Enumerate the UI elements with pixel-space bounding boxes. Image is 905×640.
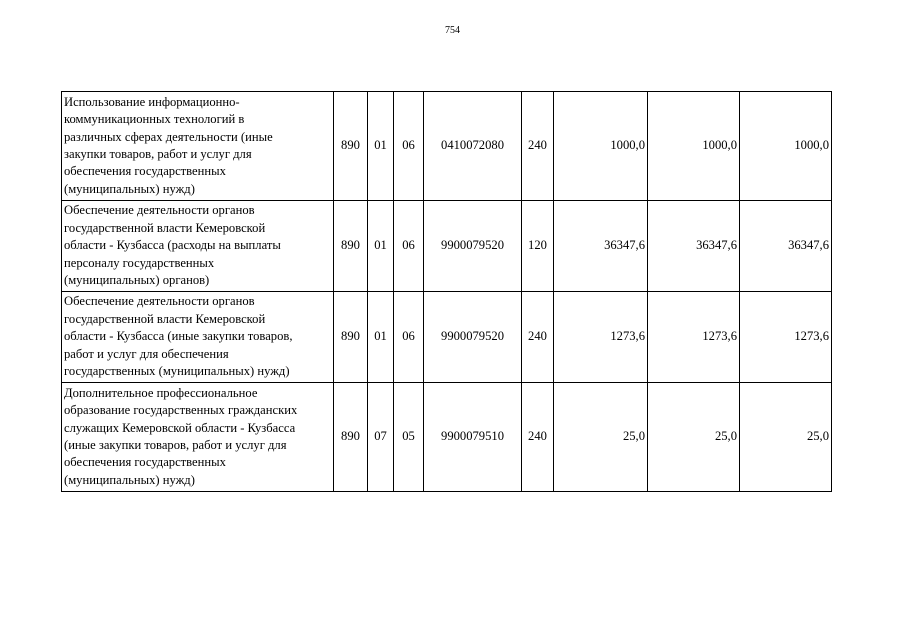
description-line: коммуникационных технологий в [64,112,245,127]
amount-year-3: 1273,6 [740,292,832,383]
section-code: 01 [368,292,394,383]
description-line: образование государственных гражданских [64,403,298,418]
amount-year-2: 25,0 [648,383,740,492]
table-row [62,383,832,492]
section-code: 07 [368,383,394,492]
description-line: Обеспечение деятельности органов [64,203,255,218]
table-row [62,292,832,383]
description-line: (муниципальных) нужд) [64,472,195,487]
target-article-code: 9900079510 [424,383,522,492]
amount-year-3: 25,0 [740,383,832,492]
budget-table [61,91,832,492]
amount-year-2: 1273,6 [648,292,740,383]
description-line: области - Кузбасса (иные закупки товаров, [64,329,293,344]
amount-year-1: 36347,6 [554,201,648,292]
description-line: (муниципальных) нужд) [64,181,195,196]
description-line: обеспечения государственных [64,164,226,179]
description-line: Обеспечение деятельности органов [64,294,255,309]
amount-year-1: 1273,6 [554,292,648,383]
subsection-code: 05 [394,383,424,492]
row-description [62,383,334,492]
expense-type-code: 240 [522,383,554,492]
ministry-code: 890 [334,92,368,201]
description-line: области - Кузбасса (расходы на выплаты [64,238,281,253]
amount-year-2: 1000,0 [648,92,740,201]
ministry-code: 890 [334,201,368,292]
description-line: Дополнительное профессиональное [64,385,258,400]
ministry-code: 890 [334,292,368,383]
description-line: различных сферах деятельности (иные [64,129,273,144]
row-description [62,292,334,383]
description-line: (муниципальных) органов) [64,273,210,288]
expense-type-code: 120 [522,201,554,292]
description-line: государственных (муниципальных) нужд) [64,364,290,379]
target-article-code: 9900079520 [424,201,522,292]
description-line: государственной власти Кемеровской [64,220,266,235]
amount-year-1: 1000,0 [554,92,648,201]
ministry-code: 890 [334,383,368,492]
amount-year-1: 25,0 [554,383,648,492]
target-article-code: 9900079520 [424,292,522,383]
row-description [62,92,334,201]
description-line: (иные закупки товаров, работ и услуг для [64,438,287,452]
amount-year-3: 36347,6 [740,201,832,292]
amount-year-2: 36347,6 [648,201,740,292]
table-row [62,201,832,292]
table-row [62,92,832,201]
subsection-code: 06 [394,201,424,292]
expense-type-code: 240 [522,292,554,383]
expense-type-code: 240 [522,92,554,201]
description-line: персоналу государственных [64,255,215,270]
row-description [62,201,334,292]
description-line: Использование информационно- [64,94,240,109]
description-line: закупки товаров, работ и услуг для [64,147,252,161]
page-number: 754 [445,25,460,36]
amount-year-3: 1000,0 [740,92,832,201]
section-code: 01 [368,92,394,201]
target-article-code: 0410072080 [424,92,522,201]
subsection-code: 06 [394,92,424,201]
description-line: работ и услуг для обеспечения [64,346,229,361]
subsection-code: 06 [394,292,424,383]
description-line: служащих Кемеровской области - Кузбасса [64,420,296,435]
description-line: обеспечения государственных [64,455,226,470]
section-code: 01 [368,201,394,292]
description-line: государственной власти Кемеровской [64,311,266,326]
